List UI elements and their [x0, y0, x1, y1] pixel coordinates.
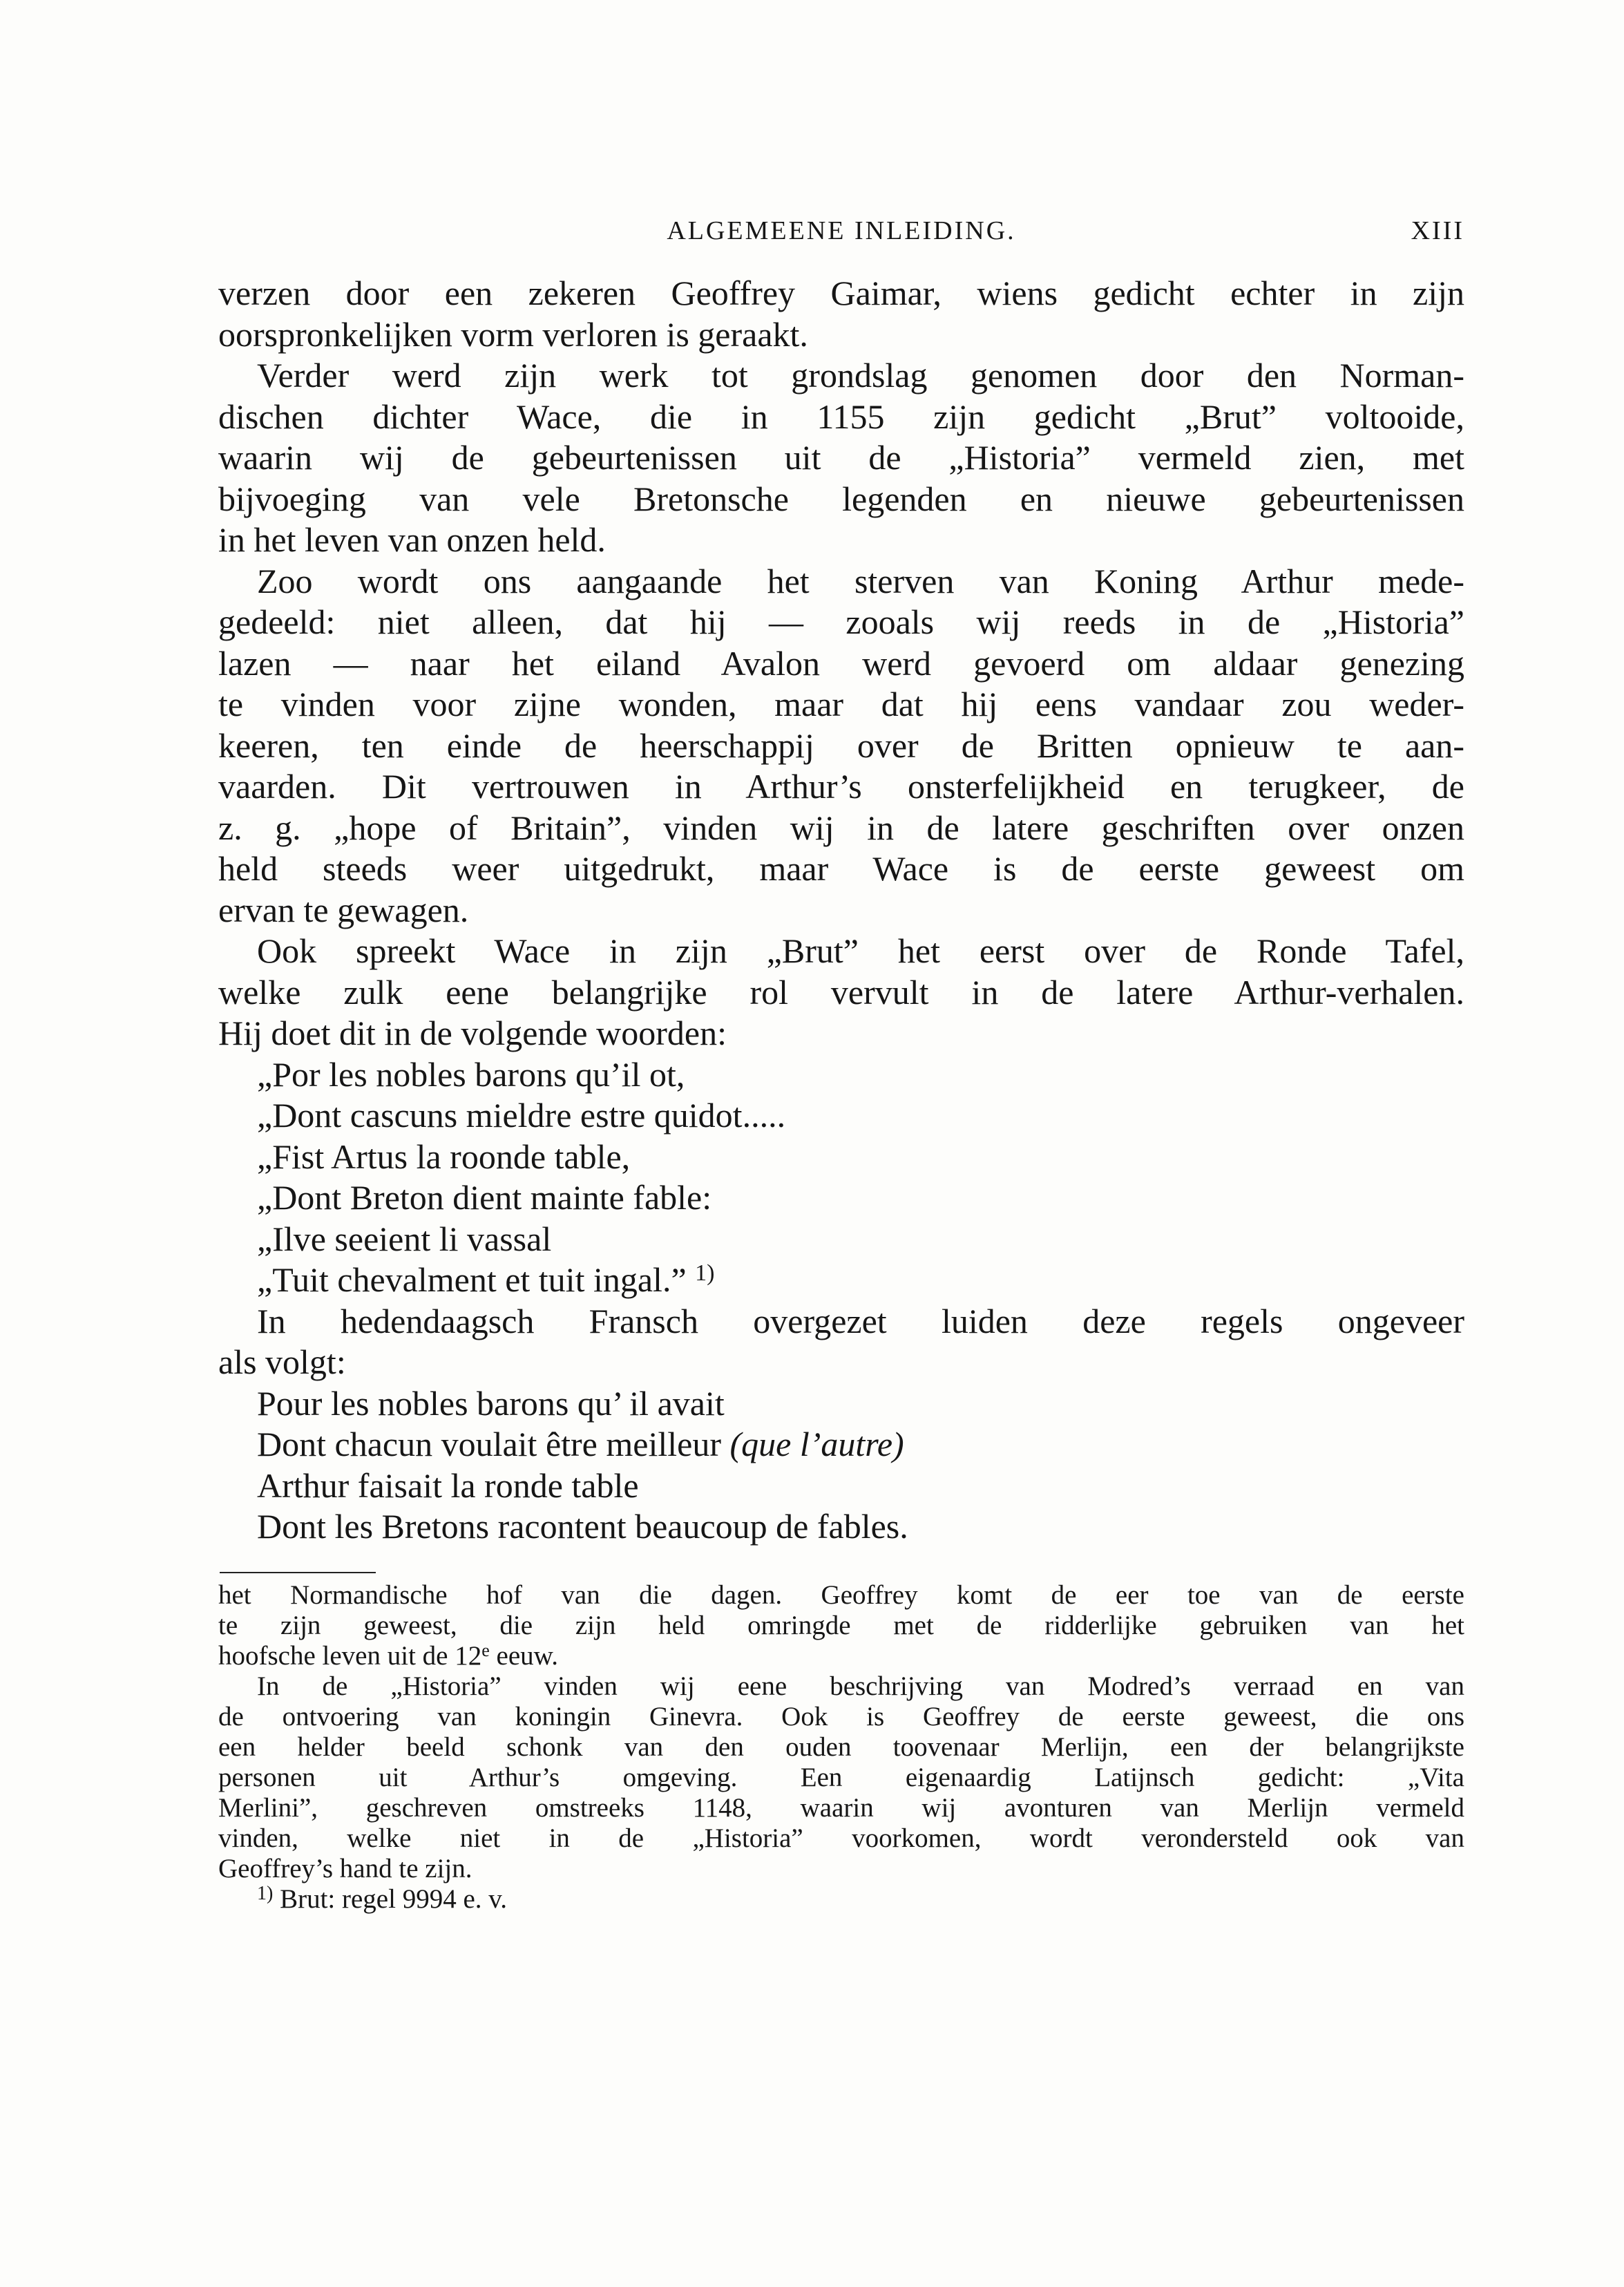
text-line: bijvoeging van vele Bretonsche legenden en nieuwe gebeurtenissen — [218, 479, 1464, 518]
footnote-note — [218, 1884, 1464, 1915]
text-line: Zoo wordt ons aangaande het sterven van Koning Arthur mede- — [257, 561, 1464, 600]
footnote-line: te zijn geweest, die zijn held omringde met de ridderlijke gebruiken van het — [218, 1611, 1464, 1640]
footnote-reference: 1) — [695, 1260, 715, 1286]
modern-french-verse — [218, 1383, 1464, 1548]
body-text — [218, 273, 1464, 1548]
footnote-line: het Normandische hof van die dagen. Geoffrey komt de eer toe van de eerste — [218, 1580, 1464, 1610]
text-line: in het leven van onzen held. — [218, 520, 606, 559]
verse-line: „Dont Breton dient mainte fable: — [257, 1178, 712, 1217]
text-line: als volgt: — [218, 1342, 346, 1381]
footnote-line: personen uit Arthur’s omgeving. Een eigenaardig Latijnsch gedicht: „Vita — [218, 1763, 1464, 1792]
footnote-line: Merlini”, geschreven omstreeks 1148, waarin wij avonturen van Merlijn vermeld — [218, 1793, 1464, 1823]
footnote-note-text: Brut: regel 9994 e. v. — [273, 1884, 507, 1914]
verse-line: „Dont cascuns mieldre estre quidot..... — [257, 1096, 786, 1135]
page-number: XIII — [1411, 216, 1464, 245]
text-line: te vinden voor zijne wonden, maar dat hij eens vandaar zou weder- — [218, 685, 1464, 723]
footnote-line: een helder beeld schonk van den ouden toovenaar Merlijn, een der belangrijkste — [218, 1732, 1464, 1762]
century-tail: eeuw. — [489, 1641, 559, 1671]
text-line: Ook spreekt Wace in zijn „Brut” het eerst over de Ronde Tafel, — [257, 931, 1464, 970]
footnote-line-text: hoofsche leven uit de — [218, 1641, 448, 1671]
text-line: gedeeld: niet alleen, dat hij — zooals wij reeds in de „Historia” — [218, 602, 1464, 641]
text-line: vaarden. Dit vertrouwen in Arthur’s onsterfelijkheid en terugkeer, de — [218, 767, 1464, 806]
text-line: oorspronkelijken vorm verloren is geraakt. — [218, 314, 808, 354]
old-french-verse — [218, 1054, 1464, 1301]
text-line: ervan te gewagen. — [218, 890, 469, 929]
verse-line-with-italic — [218, 1424, 1464, 1465]
footnote-separator — [220, 1572, 376, 1573]
footnotes — [218, 1580, 1464, 1915]
footnote-line: In de „Historia” vinden wij eene beschrijving van Modred’s verraad en van — [257, 1671, 1464, 1701]
verse-line: „Fist Artus la roonde table, — [257, 1137, 631, 1176]
running-head — [218, 216, 1464, 257]
verse-line-text: „Tuit chevalment et tuit ingal.” — [257, 1260, 687, 1299]
century-ordinal — [455, 1641, 490, 1671]
text-line: keeren, ten einde de heerschappij over de Britten opnieuw te aan- — [218, 725, 1464, 765]
text-line: In hedendaagsch Fransch overgezet luiden deze regels ongeveer — [257, 1301, 1464, 1340]
footnote-line: de ontvoering van koningin Ginevra. Ook is Geoffrey de eerste geweest, die ons — [218, 1702, 1464, 1731]
italic-gloss: (que l’autre) — [729, 1425, 904, 1463]
text-line: Verder werd zijn werk tot grondslag genomen door den Norman- — [257, 356, 1464, 395]
footnote-line: Geoffrey’s hand te zijn. — [218, 1854, 472, 1883]
running-title: ALGEMEENE INLEIDING. — [667, 216, 1016, 245]
footnote-line-century — [218, 1641, 1464, 1671]
verse-line: „Ilve seeient li vassal — [257, 1219, 552, 1258]
footnote-line: vinden, welke niet in de „Historia” voorkomen, wordt verondersteld ook van — [218, 1823, 1464, 1853]
text-line: verzen door een zekeren Geoffrey Gaimar, wiens gedicht echter in zijn — [218, 274, 1464, 312]
verse-line: Pour les nobles barons qu’ il avait — [257, 1383, 725, 1423]
verse-line: „Por les nobles barons qu’il ot, — [257, 1054, 685, 1094]
text-line: welke zulk eene belangrijke rol vervult in de latere Arthur-verhalen. — [218, 972, 1464, 1012]
verse-line: Arthur faisait la ronde table — [257, 1465, 639, 1505]
verse-line: Dont les Bretons racontent beaucoup de fables. — [257, 1507, 908, 1546]
text-line: Hij doet dit in de volgende woorden: — [218, 1014, 727, 1052]
verse-line-text: Dont chacun voulait être meilleur — [257, 1425, 721, 1463]
century-suffix: e — [481, 1640, 490, 1660]
text-line: lazen — naar het eiland Avalon werd gevoerd om aldaar genezing — [218, 643, 1464, 683]
text-line: z. g. „hope of Britain”, vinden wij in de latere geschriften over onzen — [218, 808, 1464, 847]
footnote-mark: 1) — [257, 1883, 274, 1904]
text-line: waarin wij de gebeurtenissen uit de „Historia” vermeld zien, met — [218, 438, 1464, 477]
text-line: dischen dichter Wace, die in 1155 zijn gedicht „Brut” voltooide, — [218, 397, 1464, 436]
century-number: 12 — [455, 1641, 482, 1671]
text-line: held steeds weer uitgedrukt, maar Wace is de eerste geweest om — [218, 849, 1464, 888]
verse-line-last — [218, 1260, 1464, 1301]
